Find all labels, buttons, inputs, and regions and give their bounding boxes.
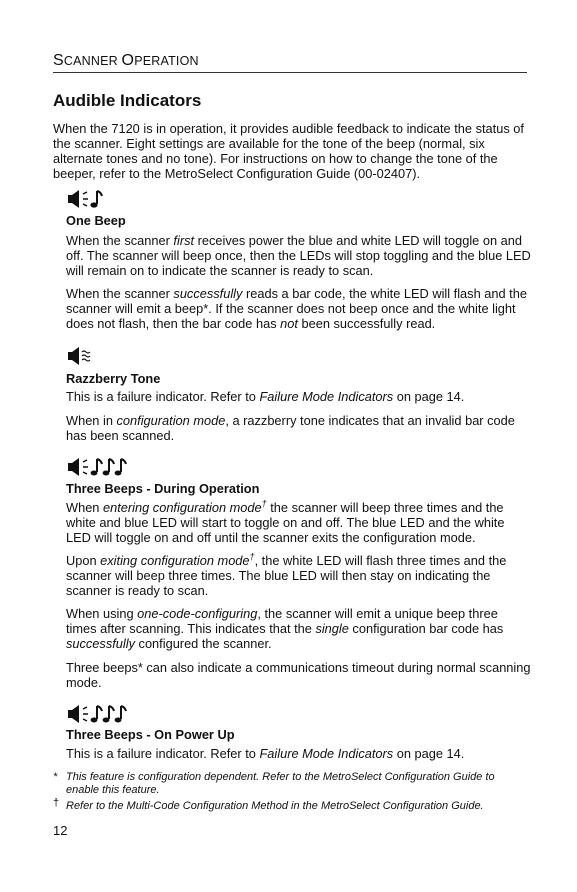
t: on page 14. xyxy=(393,389,465,404)
speaker-three-notes-icon xyxy=(66,456,130,483)
t: the scanner will beep three times and the white and blue LED will start to toggle on and off. The blue LED and the white LED will toggle on and off until the scanner exits the configuration mode. xyxy=(66,500,505,545)
t: first xyxy=(173,233,195,248)
header-cap2: O xyxy=(121,52,135,69)
footnote-mark: * xyxy=(53,771,58,783)
t: successfully xyxy=(173,286,243,301)
t: This is a failure indicator. Refer to xyxy=(66,746,260,761)
three-op-p3 xyxy=(66,606,531,651)
header-rest2: PERATION xyxy=(134,54,199,68)
t: Upon xyxy=(66,553,101,568)
one-beep-p2 xyxy=(66,286,531,331)
footnote-text: This feature is configuration dependent. Refer to the MetroSelect Configuration Guide to enable this feature. xyxy=(66,771,495,796)
t: on page 14. xyxy=(393,746,465,761)
header-cap1: S xyxy=(53,52,64,69)
t: When the scanner xyxy=(66,286,174,301)
speaker-one-note-icon xyxy=(66,188,110,215)
one-beep-heading: One Beep xyxy=(66,213,126,228)
header-rest1: CANNER xyxy=(63,54,122,68)
t: , a razzberry tone indicates that an invalid bar code has been scanned. xyxy=(66,413,515,443)
t: one-code-configuring xyxy=(137,606,258,621)
razzberry-heading: Razzberry Tone xyxy=(66,371,161,386)
t: This is a failure indicator. Refer to xyxy=(66,389,260,404)
t: configuration mode xyxy=(116,413,226,428)
t: When in xyxy=(66,413,117,428)
speaker-three-notes-icon xyxy=(66,703,130,730)
three-beeps-powerup-heading: Three Beeps - On Power Up xyxy=(66,727,235,742)
t: been successfully read. xyxy=(297,316,436,331)
t: configured the scanner. xyxy=(134,636,272,651)
t: , the scanner will emit a unique beep three times after scanning. This indicates that the xyxy=(66,606,498,636)
t: entering configuration mode xyxy=(103,500,262,515)
t: exiting configuration mode xyxy=(100,553,250,568)
t: single xyxy=(315,621,349,636)
t: not xyxy=(280,316,298,331)
t: † xyxy=(249,551,255,562)
t: , the white LED will flash three times and the scanner will beep three times. The blue LED will then stay on indicating the scanner is ready to scan. xyxy=(66,553,507,598)
t: reads a bar code, the white LED will flash and the scanner will emit a beep*. If the scanner does not beep once and the white light does not flash, then the bar code has xyxy=(66,286,527,331)
three-op-p2 xyxy=(66,553,531,598)
t: Failure Mode Indicators xyxy=(259,746,394,761)
section-header xyxy=(53,52,527,73)
razzberry-p1 xyxy=(66,389,531,404)
t: Failure Mode Indicators xyxy=(259,389,394,404)
t: When xyxy=(66,500,103,515)
page-number: 12 xyxy=(53,823,68,838)
three-pu-p1 xyxy=(66,746,531,761)
three-beeps-operation-heading: Three Beeps - During Operation xyxy=(66,481,260,496)
t: When using xyxy=(66,606,138,621)
t: When the scanner xyxy=(66,233,174,248)
speaker-razzberry-icon xyxy=(66,345,110,372)
page-title: Audible Indicators xyxy=(53,91,202,110)
razzberry-p2 xyxy=(66,413,531,443)
intro-paragraph: When the 7120 is in operation, it provides audible feedback to indicate the status of the scanner. Eight settings are available for the tone of the beep (normal, six alternate tones and no tone). For instructions on how to change the tone of the beeper, refer to the MetroSelect Configuration Guide (00-02407). xyxy=(53,121,524,181)
t: configuration bar code has xyxy=(348,621,504,636)
t: † xyxy=(261,498,267,509)
footnote-mark: † xyxy=(53,797,60,809)
one-beep-p1 xyxy=(66,233,531,278)
t: successfully xyxy=(66,636,135,651)
footnote-text: Refer to the Multi-Code Configuration Method in the MetroSelect Configuration Guide. xyxy=(66,800,484,812)
three-op-p1 xyxy=(66,500,531,545)
three-op-p4: Three beeps* can also indicate a communications timeout during normal scanning mode. xyxy=(66,660,531,690)
t: receives power the blue and white LED will toggle on and off. The scanner will beep once, then the LEDs will stop toggling and the blue LED will remain on to indicate the scanner is ready to scan. xyxy=(66,233,531,278)
